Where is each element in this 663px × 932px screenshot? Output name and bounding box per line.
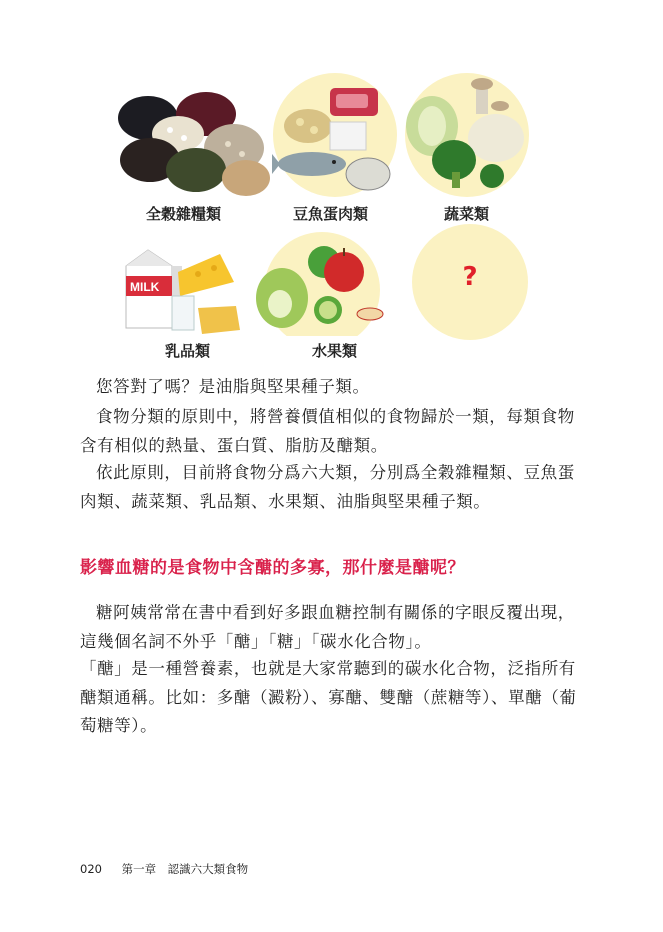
grains-illustration xyxy=(108,78,278,203)
caption-dairy: 乳品類 xyxy=(165,342,211,360)
caption-vegetables: 蔬菜類 xyxy=(444,205,490,223)
paragraph-principle: 食物分類的原則中，將營養價值相似的食物歸於一類，每類食物含有相似的熱量、蛋白質、脂肪及醣類。 xyxy=(80,407,575,455)
page-number: 020 xyxy=(80,862,102,876)
chapter-title: 第一章 認識六大類食物 xyxy=(121,862,249,876)
caption-protein: 豆魚蛋肉類 xyxy=(293,205,369,223)
caption-grains: 全穀雜糧類 xyxy=(146,205,222,223)
fruits-icon xyxy=(248,228,398,336)
fruits-illustration xyxy=(248,228,398,336)
question-mark: ? xyxy=(462,262,478,292)
unknown-group-illustration xyxy=(410,222,530,342)
vegetables-illustration xyxy=(404,72,530,202)
paragraph-carbohydrate: 「醣」是一種營養素，也就是大家常聽到的碳水化合物，泛指所有醣類通稱。比如：多醣（澱粉）、寡醣、雙醣（蔗糖等）、單醣（葡萄糖等）。 xyxy=(80,659,577,735)
paragraph-six-groups: 依此原則，目前將食物分爲六大類，分別爲全穀雜糧類、豆魚蛋肉類、蔬菜類、乳品類、水果類、油脂與堅果種子類。 xyxy=(80,463,575,511)
page-footer xyxy=(80,861,248,877)
milk-carton-label: MILK xyxy=(130,280,160,294)
section-heading: 影響血糖的是食物中含醣的多寡，那什麼是醣呢？ xyxy=(80,558,465,578)
vegetables-icon xyxy=(404,72,530,202)
dairy-illustration xyxy=(118,244,246,344)
protein-foods-icon xyxy=(272,72,398,198)
paragraph-terms: 糖阿姨常常在書中看到好多跟血糖控制有關係的字眼反覆出現，這幾個名詞不外乎「醣」「糖」「碳水化合物」。 xyxy=(80,603,575,651)
caption-fruits: 水果類 xyxy=(312,342,358,360)
grain-piles-icon xyxy=(108,78,278,203)
protein-illustration xyxy=(272,72,398,198)
paragraph-answer: 您答對了嗎？是油脂與堅果種子類。 xyxy=(96,377,370,396)
dairy-foods-icon xyxy=(118,244,246,344)
